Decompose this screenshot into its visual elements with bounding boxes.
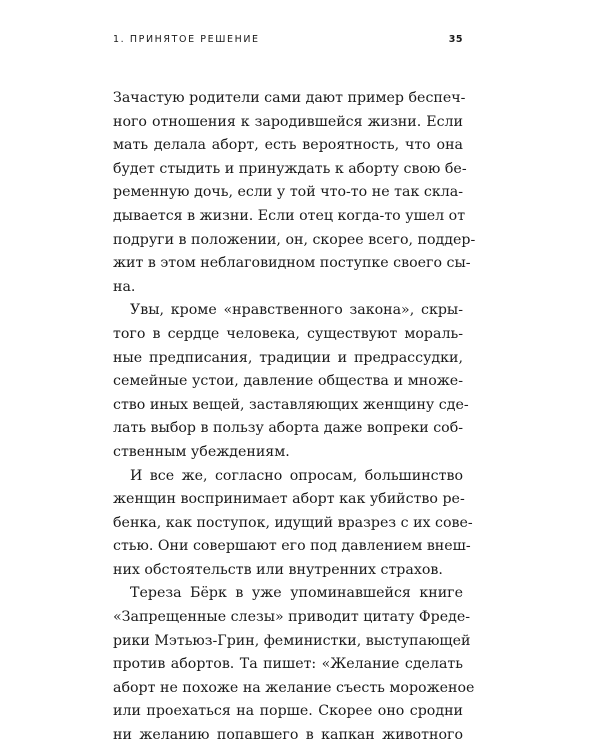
- text-line: против абортов. Та пишет: «Желание сделать: [113, 656, 463, 673]
- text-line: ни желанию попавшего в капкан животного: [113, 727, 463, 744]
- text-line: семейные устои, давление общества и множе-: [113, 373, 463, 390]
- text-line: или проехаться на порше. Скорее оно сродни: [113, 703, 463, 720]
- body-text: [113, 87, 476, 748]
- chapter-title: 1. ПРИНЯТОЕ РЕШЕНИЕ: [113, 34, 260, 45]
- text-line: лать выбор в пользу аборта даже вопреки соб-: [113, 420, 464, 437]
- text-line: «Запрещенные слезы» приводит цитату Фреде-: [113, 609, 471, 626]
- text-line: ного отношения к зародившейся жизни. Если: [113, 113, 463, 130]
- text-line: рики Мэтьюз-Грин, феминистки, выступающей: [113, 632, 471, 649]
- text-line: стью. Они совершают его под давлением внеш-: [113, 538, 471, 555]
- text-line: ство иных вещей, заставляющих женщину сде-: [113, 396, 469, 413]
- page-number: 35: [448, 34, 463, 45]
- text-line: того в сердце человека, существуют мораль-: [113, 325, 463, 342]
- text-line: дывается в жизни. Если отец когда-то ушел от: [113, 207, 466, 224]
- text-line: ременную дочь, если у той что-то не так скла-: [113, 184, 463, 201]
- text-line: Тереза Бёрк в уже упоминавшейся книге: [130, 585, 463, 602]
- paragraph-2: [113, 299, 469, 464]
- text-line: И все же, согласно опросам, большинство: [130, 467, 463, 484]
- text-line: будет стыдить и принуждать к аборту свою бе-: [113, 160, 467, 177]
- text-line: Увы, кроме «нравственного закона», скры-: [130, 302, 463, 319]
- paragraph-1: [113, 87, 476, 299]
- text-line: них обстоятельств или внутренних страхов.: [113, 561, 443, 578]
- text-line: бенка, как поступок, идущий вразрез с их сове-: [113, 514, 473, 531]
- text-line: ственным убеждениям.: [113, 443, 290, 460]
- text-line: женщин воспринимает аборт как убийство ре-: [113, 491, 465, 508]
- running-head: [113, 34, 463, 50]
- paragraph-4: [113, 582, 475, 747]
- text-line: подруги в положении, он, скорее всего, поддер-: [113, 231, 476, 248]
- text-line: Зачастую родители сами дают пример беспеч-: [113, 90, 466, 106]
- text-line: мать делала аборт, есть вероятность, что она: [113, 137, 463, 154]
- paragraph-3: [113, 465, 473, 583]
- text-line: аборт не похоже на желание съесть мороженое: [113, 679, 475, 696]
- text-line: на.: [113, 278, 136, 295]
- text-line: ные предписания, традиции и предрассудки,: [113, 349, 463, 366]
- text-line: жит в этом неблаговидном поступке своего сы-: [113, 255, 471, 272]
